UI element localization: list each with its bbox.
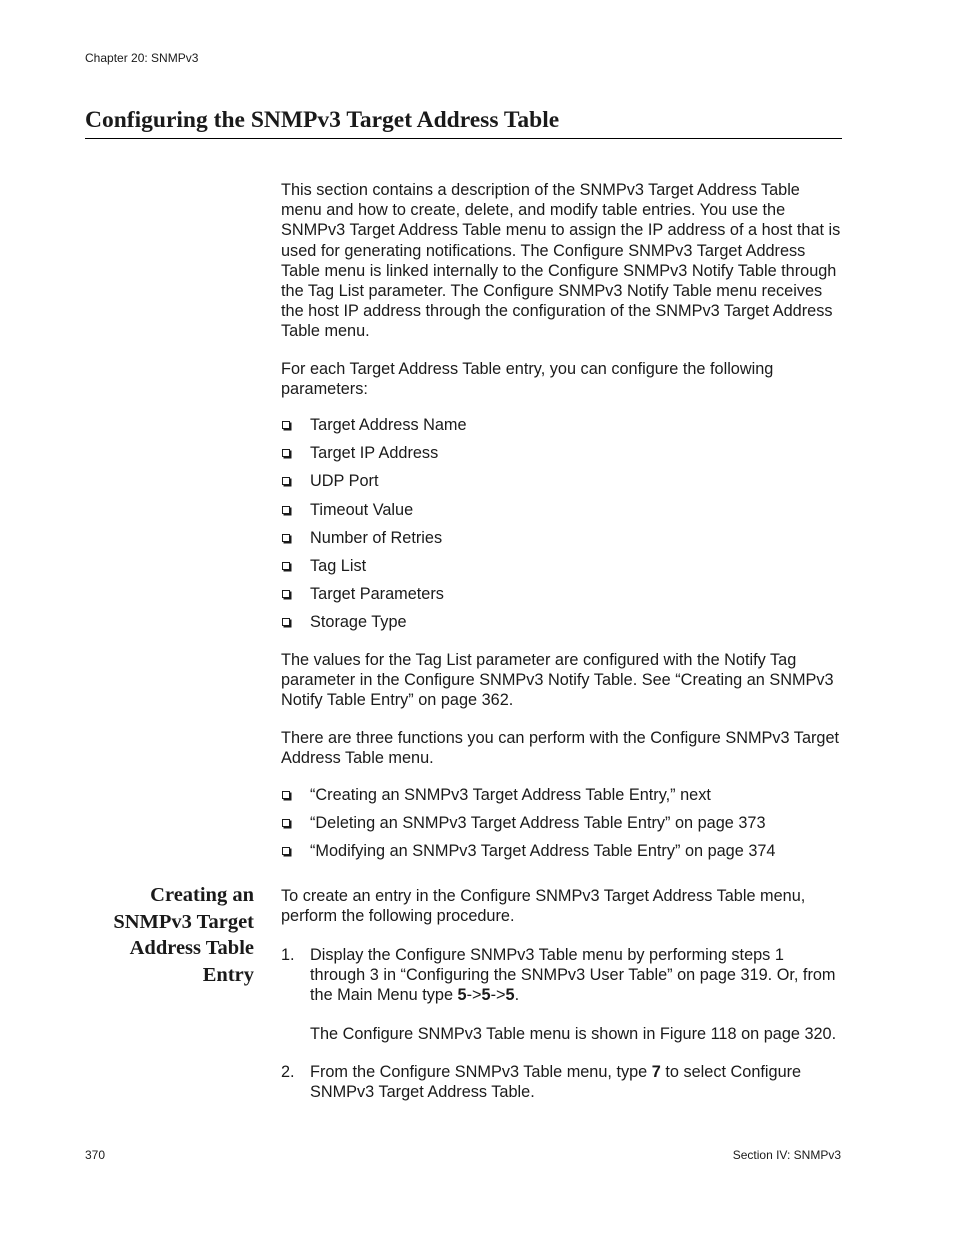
- step-text: [310, 945, 843, 1006]
- procedure-steps: [281, 945, 843, 1102]
- page-number: 370: [85, 1148, 106, 1162]
- page-title: Configuring the SNMPv3 Target Address Table: [85, 106, 842, 139]
- checkbox-bullet-icon: [282, 819, 290, 827]
- create-intro-paragraph: [281, 886, 843, 926]
- function-link[interactable]: “Creating an SNMPv3 Target Address Table Entry,” next: [310, 786, 711, 804]
- checkbox-bullet-icon: [282, 590, 290, 598]
- list-item: [281, 415, 843, 443]
- create-intro-text: To create an entry in the Configure SNMPv3 Target Address Table menu, perform the following procedure.: [281, 887, 806, 926]
- step-text: [310, 1062, 843, 1102]
- tag-list-note-text: The values for the Tag List parameter are configured with the Notify Tag parameter in the Configure SNMPv3 Notify Table. See “Creating an SNMPv3 Notify Table Entry” on page 362.: [281, 651, 834, 710]
- checkbox-bullet-icon: [282, 618, 290, 626]
- section-heading-line: Entry: [202, 963, 254, 986]
- key-sequence: [506, 986, 515, 1004]
- step-number: 1.: [281, 946, 295, 964]
- checkbox-bullet-icon: [282, 477, 290, 485]
- key-separator: ->: [490, 986, 506, 1005]
- key-sequence: [458, 986, 467, 1004]
- list-item: [281, 443, 843, 471]
- section-heading-line: Address Table: [129, 937, 254, 959]
- section-heading: [85, 882, 254, 988]
- functions-intro-paragraph: [281, 728, 843, 768]
- list-item: [281, 500, 843, 528]
- list-item-text: Tag List: [310, 556, 367, 575]
- checkbox-bullet-icon: [282, 506, 290, 514]
- list-item: [281, 813, 843, 841]
- step-text-end: .: [514, 986, 520, 1005]
- key: 5: [481, 986, 491, 1005]
- key-separator: ->: [466, 986, 482, 1005]
- list-item-text: Storage Type: [310, 613, 407, 632]
- function-link[interactable]: “Modifying an SNMPv3 Target Address Table Entry” on page 374: [310, 842, 776, 861]
- step-text-body: From the Configure SNMPv3 Table menu, type: [310, 1062, 652, 1081]
- functions-list: [281, 785, 843, 870]
- list-item-text: Target Address Name: [310, 416, 467, 434]
- list-item-text: Target Parameters: [310, 585, 444, 604]
- checkbox-bullet-icon: [282, 534, 290, 542]
- list-item: [281, 841, 843, 869]
- key-sequence: [482, 986, 491, 1004]
- key: 5: [505, 986, 515, 1005]
- parameters-intro-paragraph: [281, 359, 843, 399]
- list-item: [281, 528, 843, 556]
- section-heading-line: SNMPv3 Target: [113, 910, 254, 933]
- parameters-list: [281, 415, 843, 641]
- parameters-intro-text: For each Target Address Table entry, you can configure the following parameters:: [281, 360, 774, 399]
- step-text-end: to select Configure SNMPv3 Target Address Table.: [310, 1062, 802, 1102]
- step-text-body: Display the Configure SNMPv3 Table menu by performing steps 1 through 3 in “Configuring the SNMPv3 User Table” on page 319. Or, from the Main Menu type: [310, 946, 836, 1005]
- procedure-step: [281, 1062, 843, 1102]
- list-item: [281, 612, 843, 640]
- checkbox-bullet-icon: [282, 791, 290, 799]
- functions-intro-text: There are three functions you can perform with the Configure SNMPv3 Target Address Table menu.: [281, 729, 840, 768]
- checkbox-bullet-icon: [282, 847, 290, 855]
- intro-text: This section contains a description of the SNMPv3 Target Address Table menu and how to create, delete, and modify table entries. You use the SNMPv3 Target Address Table menu to assign the IP address of a host that is used for generating notifications. The Configure SNMPv3 Target Address Table menu is linked internally to the Configure SNMPv3 Notify Table through the Tag List parameter. The Configure SNMPv3 Notify Table menu receives the host IP address through the configuration of the SNMPv3 Target Address Table menu.: [281, 181, 841, 341]
- list-item-text: Target IP Address: [310, 444, 439, 463]
- list-item: [281, 785, 843, 813]
- list-item: [281, 584, 843, 612]
- step-followup: The Configure SNMPv3 Table menu is shown in Figure 118 on page 320.: [310, 1024, 837, 1043]
- list-item-text: UDP Port: [310, 472, 379, 491]
- key: 7: [651, 1062, 661, 1081]
- function-link[interactable]: “Deleting an SNMPv3 Target Address Table Entry” on page 373: [310, 814, 766, 833]
- tag-list-note-paragraph: [281, 650, 843, 711]
- running-header: Chapter 20: SNMPv3: [85, 51, 199, 65]
- procedure-step: [281, 945, 843, 1044]
- key: 5: [457, 986, 467, 1005]
- section-heading-line: Creating an: [150, 884, 254, 906]
- checkbox-bullet-icon: [282, 449, 290, 457]
- list-item-text: Timeout Value: [310, 500, 414, 519]
- checkbox-bullet-icon: [282, 421, 290, 429]
- checkbox-bullet-icon: [282, 562, 290, 570]
- list-item-text: Number of Retries: [310, 528, 443, 547]
- running-footer: Section IV: SNMPv3: [732, 1148, 841, 1162]
- intro-paragraph: [281, 180, 843, 342]
- list-item: [281, 471, 843, 499]
- list-item: [281, 556, 843, 584]
- step-number: 2.: [281, 1062, 295, 1081]
